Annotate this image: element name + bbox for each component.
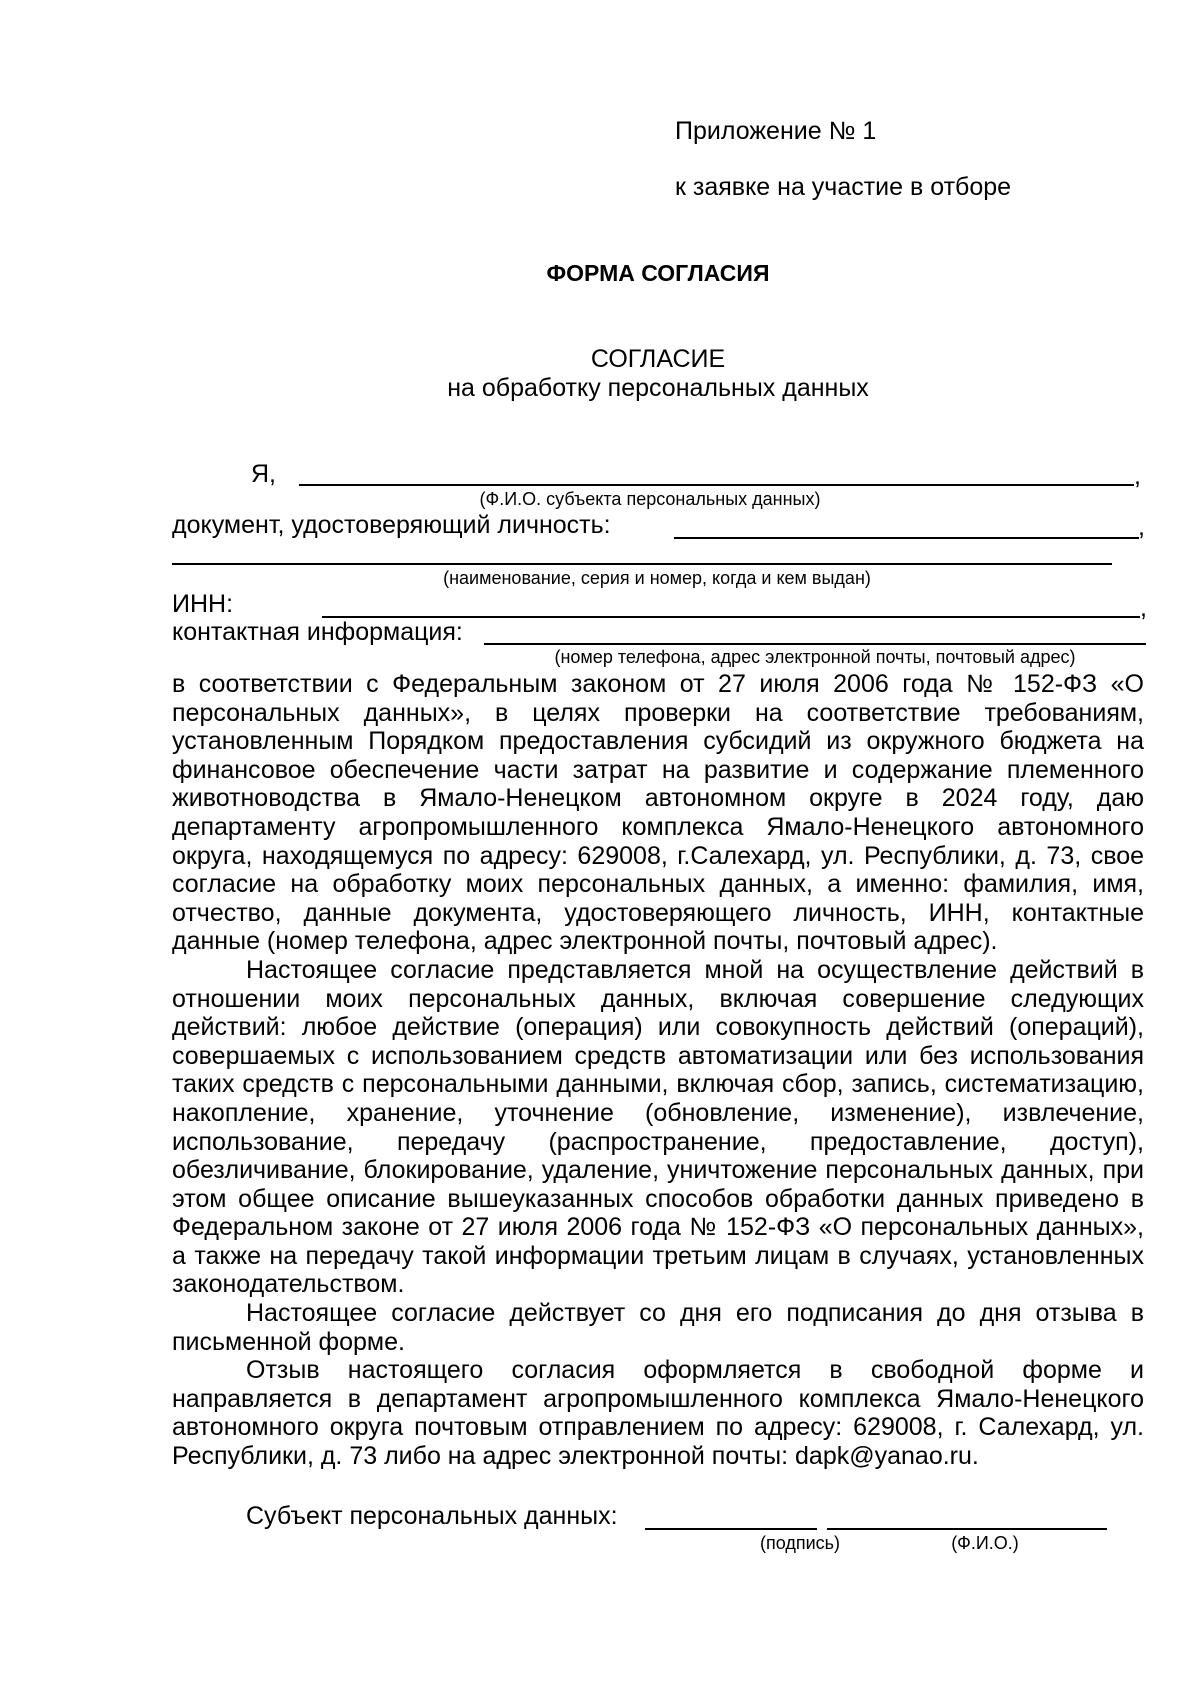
inn-comma: , [1140, 594, 1147, 622]
fio-comma: , [1134, 462, 1141, 490]
doc-hint: (наименование, серия и номер, когда и кем выдан) [443, 568, 871, 588]
appendix-number: Приложение № 1 [675, 117, 877, 145]
fio-hint: (Ф.И.О. субъекта персональных данных) [479, 489, 821, 509]
appendix-reference: к заявке на участие в отборе [675, 173, 1012, 201]
doc-title: СОГЛАСИЕ [590, 345, 726, 373]
inn-label: ИНН: [172, 590, 234, 618]
doc-label: документ, удостоверяющий личность: [172, 511, 611, 539]
signature-label: Субъект персональных данных: [246, 1502, 618, 1530]
doc-subtitle: на обработку персональных данных [447, 374, 869, 402]
signature-hint: (подпись) [759, 1533, 841, 1553]
consent-paragraph-3: Настоящее согласие действует со дня его подписания до дня отзыва в письменной форме. [172, 1299, 1144, 1356]
doc-field-line[interactable] [674, 537, 1139, 539]
doc-field-line-2[interactable] [172, 563, 1112, 565]
signature-fio-field-line[interactable] [827, 1528, 1107, 1530]
form-title: ФОРМА СОГЛАСИЯ [546, 260, 770, 286]
contact-hint: (номер телефона, адрес электронной почты, почтовый адрес) [554, 647, 1076, 667]
fio-field-line[interactable] [299, 484, 1134, 486]
contact-field-line[interactable] [484, 643, 1146, 645]
contact-label: контактная информация: [172, 618, 463, 646]
signature-fio-hint: (Ф.И.О.) [951, 1533, 1019, 1553]
signature-field-line[interactable] [645, 1528, 817, 1530]
doc-comma: , [1138, 513, 1145, 541]
consent-paragraph-2: Настоящее согласие представляется мной на осуществление действий в отношении моих персональных данных, включая совершение следующих действий: любое действие (операция) или совокупность действий (операций), совершаемых с использованием средств автоматизации или без использования таких средств с персональными данными, включая сбор, запись, систематизацию, накопление, хранение, уточнение (обновление, изменение), извлечение, использование, передачу (распространение, предоставление, доступ), обезличивание, блокирование, удаление, уничтожение персональных данных, при этом общее описание вышеуказанных способов обработки данных приведено в Федеральном законе от 27 июля 2006 года № 152-ФЗ «О персональных данных», а также на передачу такой информации третьим лицам в случаях, установленных законодательством. [172, 955, 1144, 1299]
consent-body [172, 670, 1144, 1471]
consent-paragraph-4: Отзыв настоящего согласия оформляется в свободной форме и направляется в департамент агропромышленного комплекса Ямало-Ненецкого автономного округа почтовым отправлением по адресу: 629008, г. Салехард, ул. Республики, д. 73 либо на адрес электронной почты: dapk@yanao.ru. [172, 1356, 1144, 1471]
ya-label: Я, [251, 460, 276, 488]
consent-paragraph-1: в соответствии с Федеральным законом от 27 июля 2006 года № 152-ФЗ «О персональных данных», в целях проверки на соответствие требованиям, установленным Порядком предоставления субсидий из окружного бюджета на финансовое обеспечение части затрат на развитие и содержание племенного животноводства в Ямало-Ненецком автономном округе в 2024 году, даю департаменту агропромышленного комплекса Ямало-Ненецкого автономного округа, находящемуся по адресу: 629008, г.Салехард, ул. Республики, д. 73, свое согласие на обработку моих персональных данных, а именно: фамилия, имя, отчество, данные документа, удостоверяющего личность, ИНН, контактные данные (номер телефона, адрес электронной почты, почтовый адрес). [172, 670, 1144, 956]
